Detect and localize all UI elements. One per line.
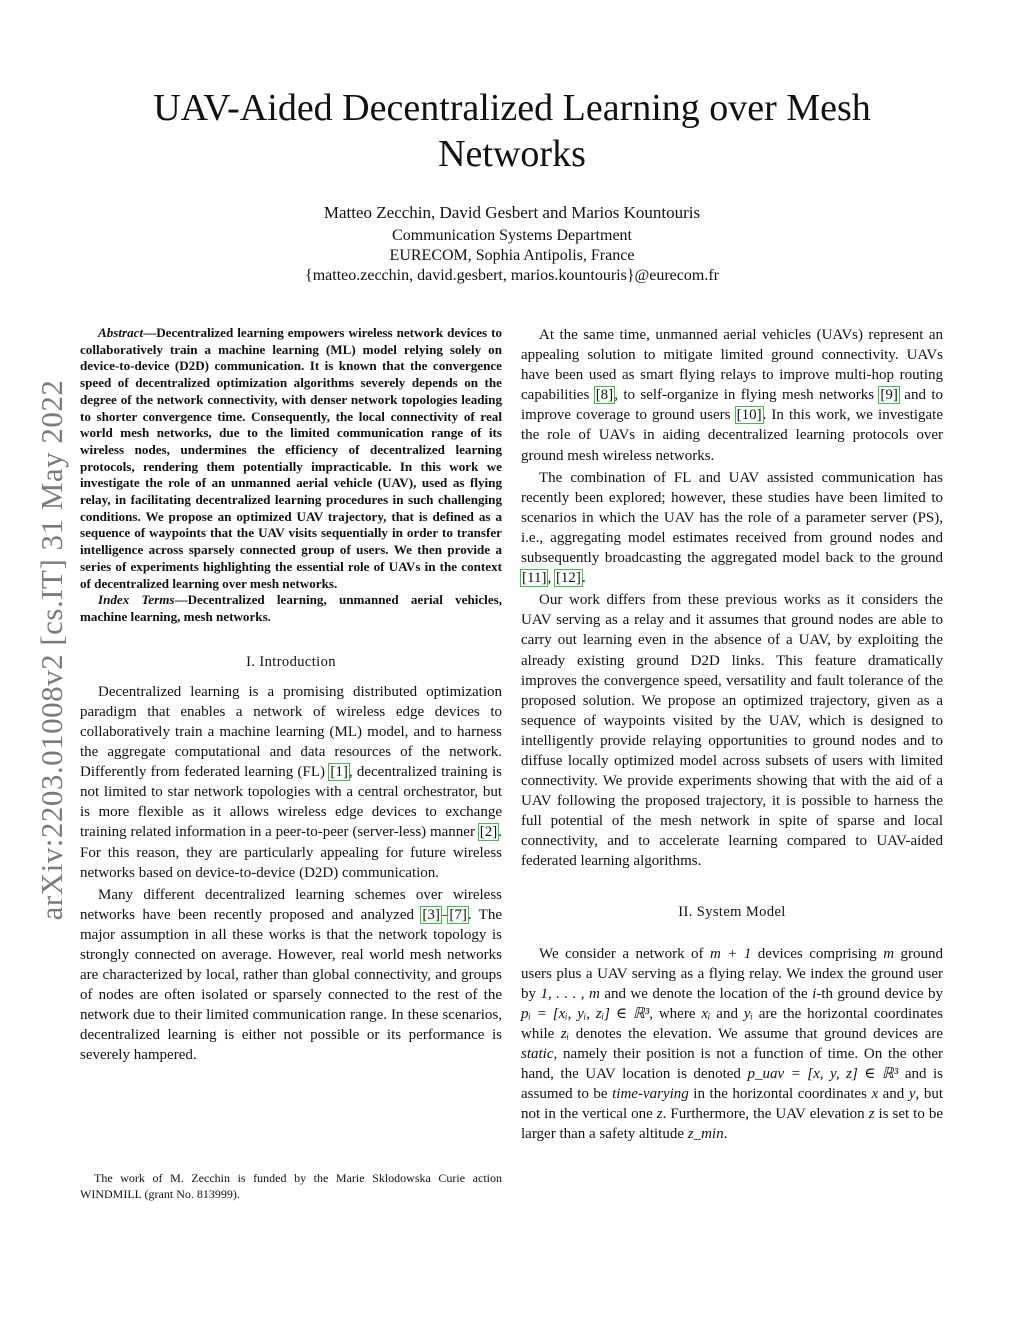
intro-paragraph-3: At the same time, unmanned aerial vehicles (UAVs) represent an appealing solution to mitigate limited ground connectivity. UAVs have been used as smart flying relays to improve multi-hop routing capabilities [8], to self-organize in flying mesh networks [9] and to improve coverage to ground users [10]. In this work, we investigate the role of UAVs in aiding decentralized learning protocols over ground mesh wireless networks. (521, 327, 944, 464)
index-terms-label: Index Terms (98, 592, 175, 608)
section-heading-system-model: II. System Model (678, 903, 786, 920)
citation-link[interactable]: [10] (736, 407, 762, 424)
footnote: The work of M. Zecchin is funded by the Marie Sklodowska Curie action WINDMILL (grant No. 813999). (80, 1171, 502, 1201)
abstract (80, 325, 502, 592)
index-terms-text: —Decentralized learning, unmanned aerial vehicles, machine learning, mesh networks. (80, 592, 502, 624)
section-heading-introduction: I. Introduction (246, 653, 336, 670)
intro-paragraph-5: Our work differs from these previous works as it considers the UAV serving as a relay and it assumes that ground nodes are able to carry out learning even in the absence of a UAV, by exploiting the already existing ground D2D links. This feature dramatically improves the convergence speed, versatility and fault tolerance of the proposed solution. We propose an optimized trajectory, given as a sequence of waypoints visited by the UAV, which is designed to intelligently provide relaying opportunities to ground nodes and to diffuse locally optimized model across subsets of users with limited connectivity. We provide experiments showing that with the aid of a UAV following the proposed trajectory, it is possible to harness the full potential of the mesh network in spite of sparse and local connectivity, and to accelerate learning compared to UAV-aided federated learning algorithms. (521, 592, 943, 870)
citation-link[interactable]: [8] (595, 387, 614, 404)
arxiv-identifier-text: arXiv:2203.01008v2 [cs.IT] 31 May 2022 (34, 379, 69, 921)
index-terms (80, 592, 502, 625)
affiliation-emails: {matteo.zecchin, david.gesbert, marios.kountouris}@eurecom.fr (305, 267, 719, 284)
affiliation-institution: EURECOM, Sophia Antipolis, France (389, 247, 635, 264)
citation-link[interactable]: [3] (422, 906, 440, 923)
intro-paragraph-1: Decentralized learning is a promising distributed optimization paradigm that enables a network of wireless edge devices to collaboratively train a machine learning (ML) model, and to harness the aggregate computational and data resources of the network. Differently from federated learning (FL) [1], decentralized training is not limited to star network topologies with a central orchestrator, but is more flexible as it allows wireless edge devices to exchange training related information in a peer-to-peer (server-less) manner [2]. For this reason, they are particularly appealing for future wireless networks based on device-to-device (D2D) communication. (80, 683, 503, 881)
system-model-paragraph: We consider a network of m + 1 devices comprising m ground users plus a UAV serving as a flying relay. We index the ground user by 1, . . . , m and we denote the location of the i-th ground device by pᵢ = [xᵢ, yᵢ, zᵢ] ∈ ℝ³, where xᵢ and yᵢ are the horizontal coordinates while zᵢ denotes the elevation. We assume that ground devices are static, namely their position is not a function of time. On the other hand, the UAV location is denoted p_uav = [x, y, z] ∈ ℝ³ and is assumed to be time-varying in the horizontal coordinates x and y, but not in the vertical one z. Furthermore, the UAV elevation z is set to be larger than a safety altitude z_min. (521, 945, 944, 1143)
citation-link[interactable]: [12] (555, 570, 581, 587)
affiliation-department: Communication Systems Department (392, 227, 632, 244)
left-column (80, 325, 502, 1066)
right-column (521, 325, 943, 1145)
abstract-text: —Decentralized learning empowers wireless network devices to collaboratively train a machine learning (ML) model relying solely on device-to-device (D2D) communication. It is known that the convergence speed of decentralized optimization algorithms severely depends on the degree of the network connectivity, with denser network topologies leading to shorter convergence time. Consequently, the local connectivity of real world mesh networks, due to the limited communication range of its wireless nodes, undermines the efficiency of decentralized learning protocols, rendering them potentially impracticable. In this work we investigate the role of an unmanned aerial vehicle (UAV), used as flying relay, in facilitating decentralized learning procedures in such challenging conditions. We propose an optimized UAV trajectory, that is defined as a sequence of waypoints that the UAV visits sequentially in order to transfer intelligence across sparsely connected group of users. We then provide a series of experiments highlighting the essential role of UAVs in the context of decentralized learning over mesh networks. (80, 325, 502, 591)
citation-link[interactable]: [2] (479, 824, 498, 841)
arxiv-identifier (32, 355, 72, 945)
citation-link[interactable]: [7] (449, 906, 467, 923)
author-list: Matteo Zecchin, David Gesbert and Marios Kountouris (323, 203, 701, 222)
intro-paragraph-4: The combination of FL and UAV assisted communication has recently been explored; however, these studies have been limited to scenarios in which the UAV has the role of a parameter server (PS), i.e., aggregating model estimates received from ground nodes and subsequently broadcasting the aggregated model back to the ground [11], [12]. (521, 469, 943, 587)
citation-link[interactable]: [11] (522, 570, 547, 587)
citation-link[interactable]: [9] (880, 387, 898, 404)
intro-paragraph-2: Many different decentralized learning schemes over wireless networks have been recently proposed and analyzed [3]–[7]. The major assumption in all these works is that the network topology is strongly connected on average. However, real world mesh networks are characterized by local, rather than global connectivity, and groups of nodes are often isolated or sparsely connected to the rest of the network due to their limited communication range. In these scenarios, decentralized learning is either not possible or its performance is severely hampered. (80, 886, 502, 1064)
paper-title: UAV-Aided Decentralized Learning over Mesh Networks (153, 87, 871, 175)
citation-link[interactable]: [1] (330, 764, 348, 781)
abstract-label: Abstract (98, 325, 144, 340)
